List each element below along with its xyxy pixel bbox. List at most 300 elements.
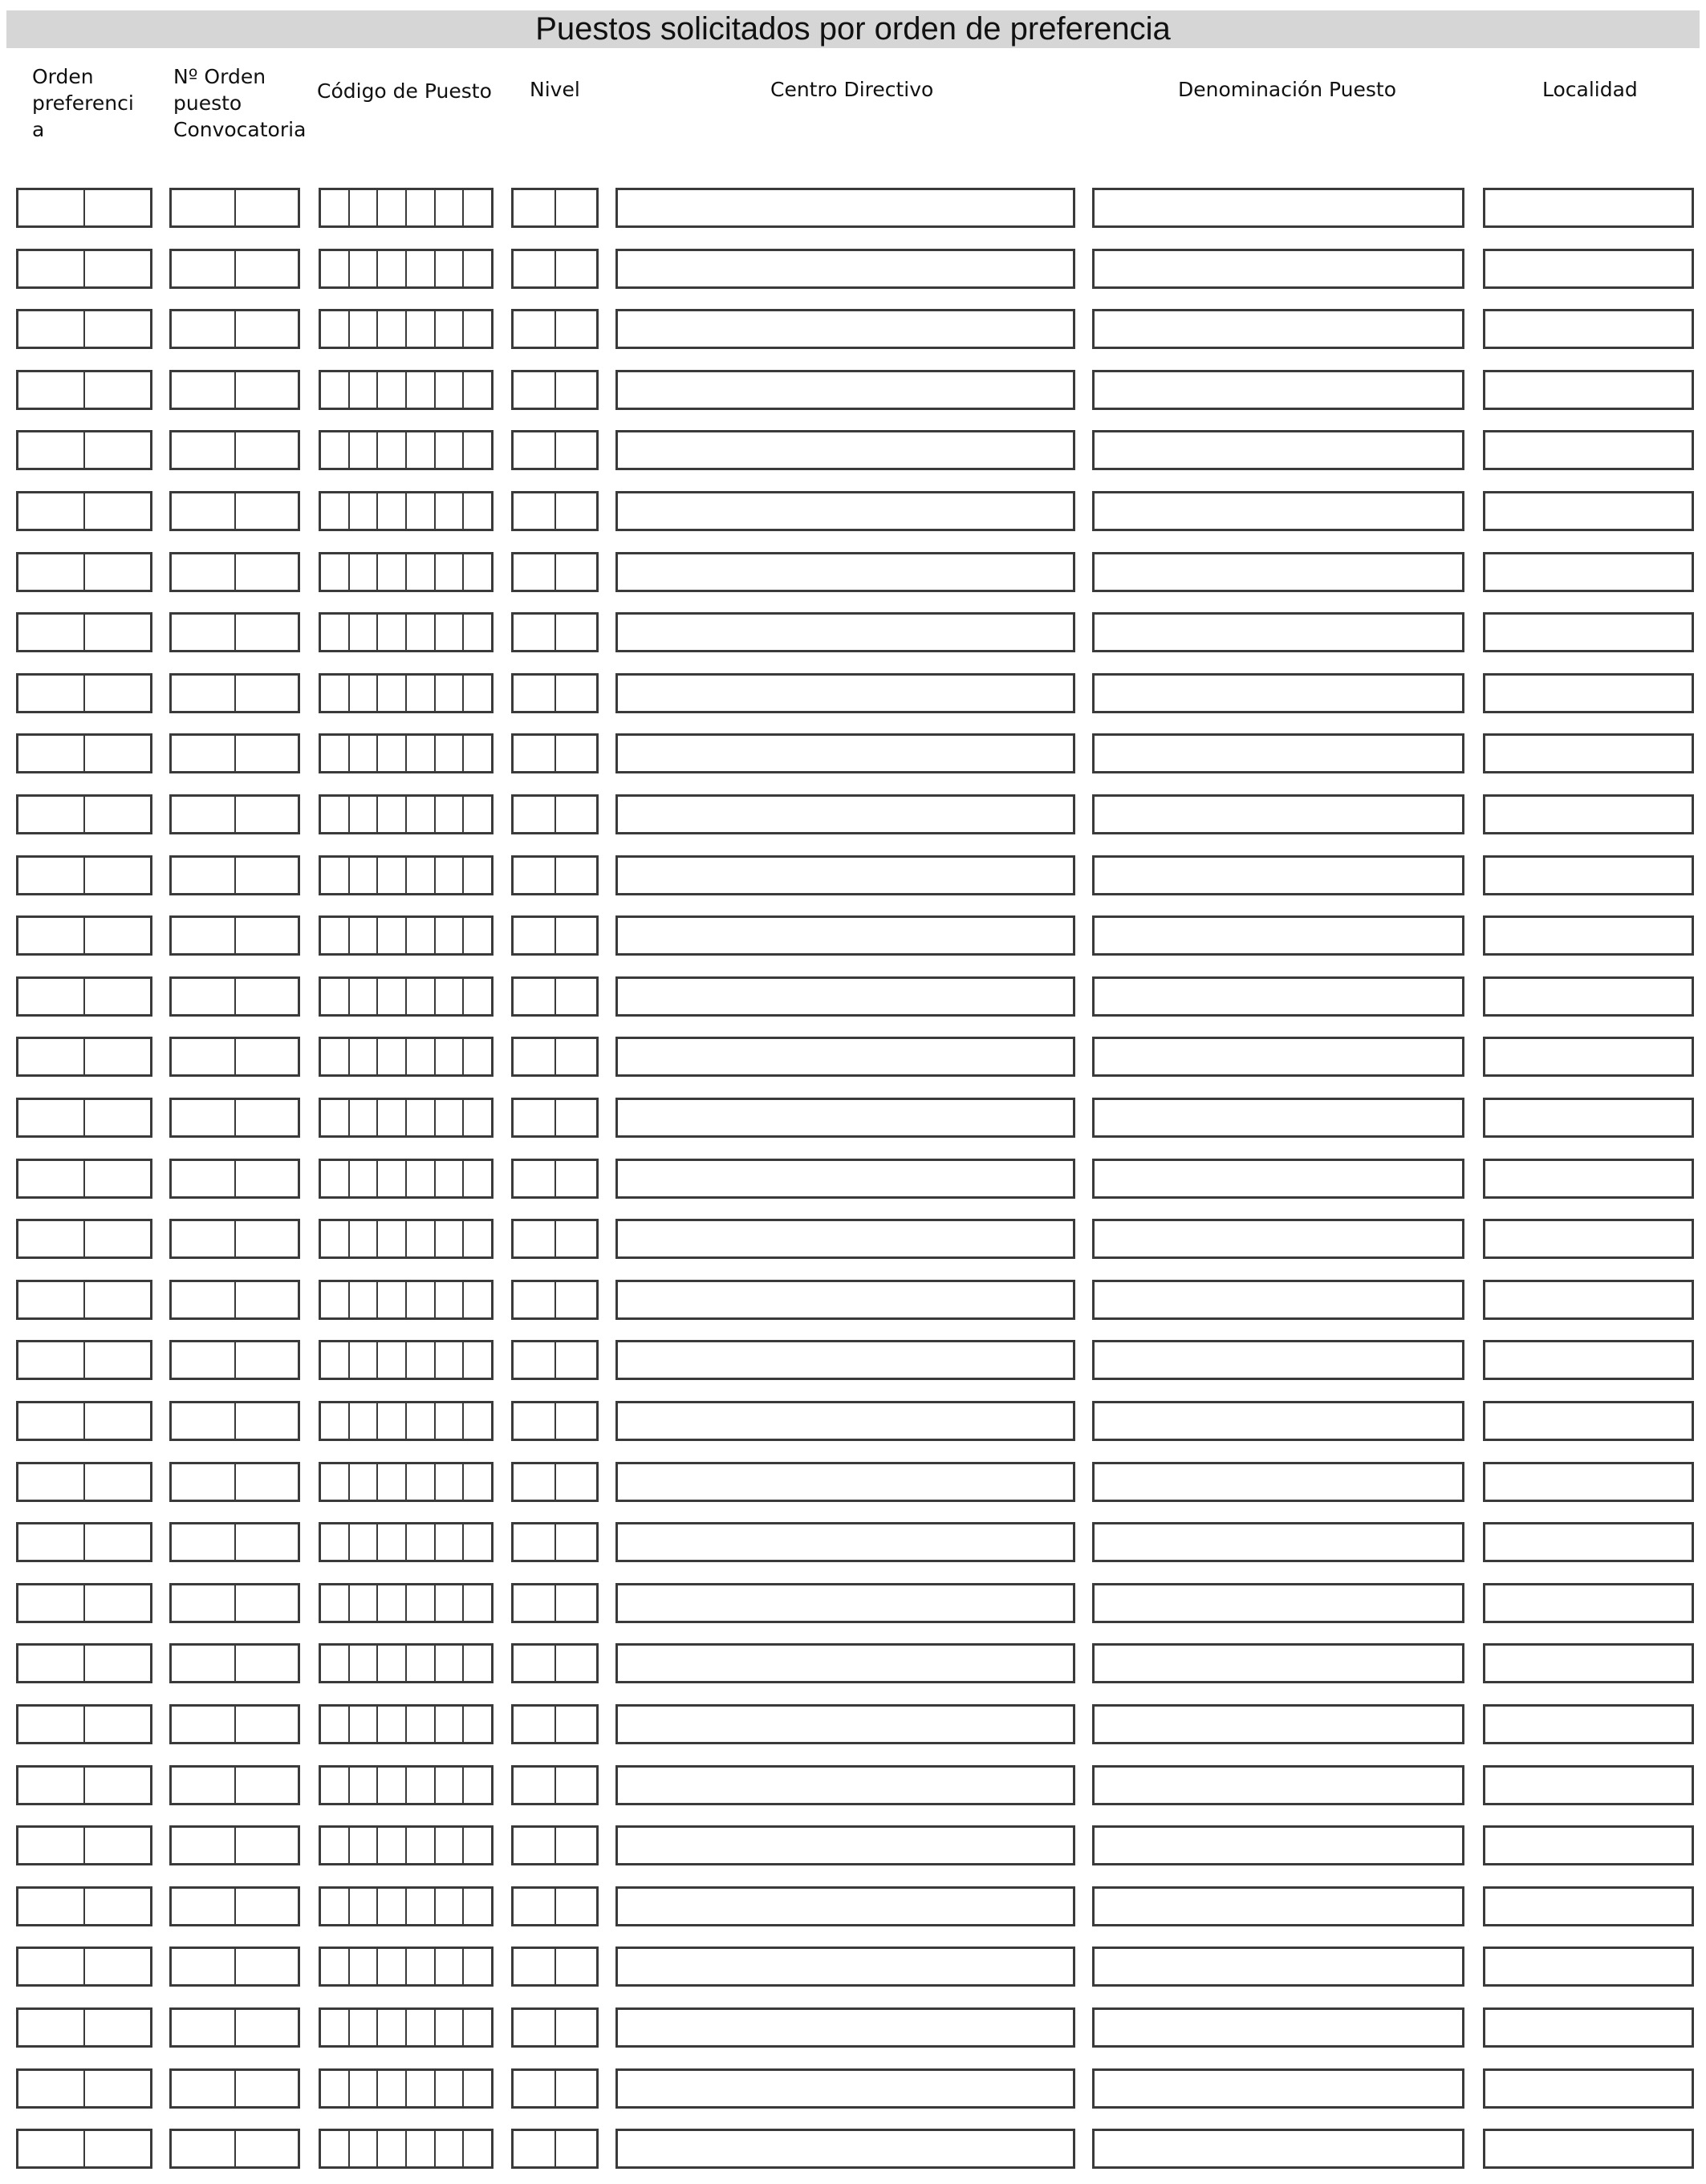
input-cell[interactable] bbox=[1485, 1039, 1692, 1074]
input-cell[interactable] bbox=[554, 1949, 597, 1984]
input-cell[interactable] bbox=[18, 1646, 83, 1681]
input-cell[interactable] bbox=[1095, 858, 1462, 893]
input-cell[interactable] bbox=[18, 311, 83, 347]
input-cell[interactable] bbox=[514, 1039, 554, 1074]
n-orden-puesto-field[interactable] bbox=[169, 612, 300, 652]
input-cell[interactable] bbox=[348, 676, 377, 711]
input-cell[interactable] bbox=[348, 1828, 377, 1863]
n-orden-puesto-field[interactable] bbox=[169, 309, 300, 349]
centro-directivo-field[interactable] bbox=[615, 1219, 1075, 1259]
input-cell[interactable] bbox=[618, 1039, 1073, 1074]
localidad-field[interactable] bbox=[1483, 1825, 1694, 1865]
input-cell[interactable] bbox=[1485, 493, 1692, 529]
denominacion-puesto-field[interactable] bbox=[1092, 1643, 1464, 1683]
input-cell[interactable] bbox=[376, 676, 405, 711]
input-cell[interactable] bbox=[618, 493, 1073, 529]
input-cell[interactable] bbox=[618, 1585, 1073, 1621]
localidad-field[interactable] bbox=[1483, 733, 1694, 773]
centro-directivo-field[interactable] bbox=[615, 430, 1075, 470]
input-cell[interactable] bbox=[462, 372, 491, 408]
input-cell[interactable] bbox=[1485, 554, 1692, 590]
input-cell[interactable] bbox=[1095, 1039, 1462, 1074]
input-cell[interactable] bbox=[83, 1524, 150, 1560]
input-cell[interactable] bbox=[234, 372, 299, 408]
input-cell[interactable] bbox=[234, 1221, 299, 1256]
input-cell[interactable] bbox=[405, 493, 434, 529]
input-cell[interactable] bbox=[234, 1403, 299, 1439]
denominacion-puesto-field[interactable] bbox=[1092, 1825, 1464, 1865]
input-cell[interactable] bbox=[1485, 1585, 1692, 1621]
centro-directivo-field[interactable] bbox=[615, 1947, 1075, 1987]
centro-directivo-field[interactable] bbox=[615, 673, 1075, 713]
nivel-field[interactable] bbox=[511, 855, 599, 895]
input-cell[interactable] bbox=[321, 2131, 348, 2166]
centro-directivo-field[interactable] bbox=[615, 2068, 1075, 2109]
input-cell[interactable] bbox=[172, 1768, 234, 1803]
input-cell[interactable] bbox=[1095, 190, 1462, 225]
input-cell[interactable] bbox=[618, 190, 1073, 225]
input-cell[interactable] bbox=[434, 1524, 463, 1560]
nivel-field[interactable] bbox=[511, 1643, 599, 1683]
input-cell[interactable] bbox=[1485, 1464, 1692, 1500]
input-cell[interactable] bbox=[321, 1464, 348, 1500]
input-cell[interactable] bbox=[348, 1768, 377, 1803]
input-cell[interactable] bbox=[234, 432, 299, 468]
centro-directivo-field[interactable] bbox=[615, 1280, 1075, 1320]
localidad-field[interactable] bbox=[1483, 1401, 1694, 1441]
input-cell[interactable] bbox=[514, 1949, 554, 1984]
input-cell[interactable] bbox=[514, 1282, 554, 1317]
input-cell[interactable] bbox=[83, 493, 150, 529]
denominacion-puesto-field[interactable] bbox=[1092, 2129, 1464, 2169]
nivel-field[interactable] bbox=[511, 1583, 599, 1623]
input-cell[interactable] bbox=[554, 1585, 597, 1621]
input-cell[interactable] bbox=[514, 979, 554, 1014]
input-cell[interactable] bbox=[434, 1342, 463, 1378]
input-cell[interactable] bbox=[514, 1889, 554, 1924]
orden-preferencia-field[interactable] bbox=[16, 430, 152, 470]
input-cell[interactable] bbox=[1095, 1464, 1462, 1500]
input-cell[interactable] bbox=[18, 1464, 83, 1500]
nivel-field[interactable] bbox=[511, 794, 599, 834]
n-orden-puesto-field[interactable] bbox=[169, 1765, 300, 1805]
input-cell[interactable] bbox=[234, 554, 299, 590]
input-cell[interactable] bbox=[376, 858, 405, 893]
n-orden-puesto-field[interactable] bbox=[169, 855, 300, 895]
n-orden-puesto-field[interactable] bbox=[169, 915, 300, 956]
centro-directivo-field[interactable] bbox=[615, 733, 1075, 773]
input-cell[interactable] bbox=[514, 432, 554, 468]
input-cell[interactable] bbox=[172, 858, 234, 893]
input-cell[interactable] bbox=[348, 1707, 377, 1742]
input-cell[interactable] bbox=[554, 2010, 597, 2045]
input-cell[interactable] bbox=[172, 251, 234, 286]
input-cell[interactable] bbox=[1095, 797, 1462, 832]
input-cell[interactable] bbox=[618, 1282, 1073, 1317]
input-cell[interactable] bbox=[618, 676, 1073, 711]
input-cell[interactable] bbox=[234, 1949, 299, 1984]
input-cell[interactable] bbox=[172, 1282, 234, 1317]
orden-preferencia-field[interactable] bbox=[16, 1280, 152, 1320]
input-cell[interactable] bbox=[462, 1768, 491, 1803]
input-cell[interactable] bbox=[348, 2131, 377, 2166]
input-cell[interactable] bbox=[321, 1646, 348, 1681]
input-cell[interactable] bbox=[1095, 1707, 1462, 1742]
denominacion-puesto-field[interactable] bbox=[1092, 249, 1464, 289]
nivel-field[interactable] bbox=[511, 1886, 599, 1926]
input-cell[interactable] bbox=[462, 1403, 491, 1439]
input-cell[interactable] bbox=[1485, 1949, 1692, 1984]
input-cell[interactable] bbox=[348, 736, 377, 771]
centro-directivo-field[interactable] bbox=[615, 1098, 1075, 1138]
input-cell[interactable] bbox=[514, 918, 554, 953]
input-cell[interactable] bbox=[462, 979, 491, 1014]
n-orden-puesto-field[interactable] bbox=[169, 1643, 300, 1683]
input-cell[interactable] bbox=[172, 1889, 234, 1924]
localidad-field[interactable] bbox=[1483, 673, 1694, 713]
input-cell[interactable] bbox=[554, 797, 597, 832]
input-cell[interactable] bbox=[514, 554, 554, 590]
input-cell[interactable] bbox=[405, 676, 434, 711]
denominacion-puesto-field[interactable] bbox=[1092, 1098, 1464, 1138]
input-cell[interactable] bbox=[348, 1221, 377, 1256]
localidad-field[interactable] bbox=[1483, 1280, 1694, 1320]
input-cell[interactable] bbox=[405, 979, 434, 1014]
centro-directivo-field[interactable] bbox=[615, 1643, 1075, 1683]
input-cell[interactable] bbox=[462, 2131, 491, 2166]
input-cell[interactable] bbox=[1095, 918, 1462, 953]
codigo-puesto-field[interactable] bbox=[319, 1704, 494, 1744]
nivel-field[interactable] bbox=[511, 1947, 599, 1987]
nivel-field[interactable] bbox=[511, 2007, 599, 2048]
input-cell[interactable] bbox=[83, 1161, 150, 1196]
input-cell[interactable] bbox=[514, 615, 554, 650]
input-cell[interactable] bbox=[321, 1828, 348, 1863]
input-cell[interactable] bbox=[18, 736, 83, 771]
input-cell[interactable] bbox=[1095, 1646, 1462, 1681]
input-cell[interactable] bbox=[462, 1707, 491, 1742]
input-cell[interactable] bbox=[234, 493, 299, 529]
codigo-puesto-field[interactable] bbox=[319, 430, 494, 470]
input-cell[interactable] bbox=[1485, 676, 1692, 711]
input-cell[interactable] bbox=[514, 311, 554, 347]
input-cell[interactable] bbox=[376, 251, 405, 286]
orden-preferencia-field[interactable] bbox=[16, 370, 152, 410]
input-cell[interactable] bbox=[462, 858, 491, 893]
input-cell[interactable] bbox=[172, 1707, 234, 1742]
input-cell[interactable] bbox=[554, 1221, 597, 1256]
input-cell[interactable] bbox=[376, 1768, 405, 1803]
input-cell[interactable] bbox=[405, 1524, 434, 1560]
centro-directivo-field[interactable] bbox=[615, 1825, 1075, 1865]
orden-preferencia-field[interactable] bbox=[16, 1522, 152, 1562]
input-cell[interactable] bbox=[618, 1828, 1073, 1863]
input-cell[interactable] bbox=[83, 251, 150, 286]
input-cell[interactable] bbox=[462, 1889, 491, 1924]
input-cell[interactable] bbox=[434, 1646, 463, 1681]
input-cell[interactable] bbox=[1485, 736, 1692, 771]
orden-preferencia-field[interactable] bbox=[16, 1825, 152, 1865]
orden-preferencia-field[interactable] bbox=[16, 612, 152, 652]
input-cell[interactable] bbox=[434, 797, 463, 832]
codigo-puesto-field[interactable] bbox=[319, 552, 494, 592]
input-cell[interactable] bbox=[1485, 432, 1692, 468]
input-cell[interactable] bbox=[348, 190, 377, 225]
input-cell[interactable] bbox=[234, 2131, 299, 2166]
codigo-puesto-field[interactable] bbox=[319, 673, 494, 713]
input-cell[interactable] bbox=[434, 493, 463, 529]
input-cell[interactable] bbox=[1485, 1342, 1692, 1378]
input-cell[interactable] bbox=[462, 1342, 491, 1378]
input-cell[interactable] bbox=[462, 1100, 491, 1135]
input-cell[interactable] bbox=[376, 918, 405, 953]
input-cell[interactable] bbox=[618, 554, 1073, 590]
input-cell[interactable] bbox=[1485, 1768, 1692, 1803]
input-cell[interactable] bbox=[554, 2071, 597, 2106]
input-cell[interactable] bbox=[405, 1161, 434, 1196]
input-cell[interactable] bbox=[18, 1889, 83, 1924]
input-cell[interactable] bbox=[405, 797, 434, 832]
input-cell[interactable] bbox=[1095, 1282, 1462, 1317]
input-cell[interactable] bbox=[234, 1100, 299, 1135]
input-cell[interactable] bbox=[1095, 1221, 1462, 1256]
input-cell[interactable] bbox=[172, 1100, 234, 1135]
denominacion-puesto-field[interactable] bbox=[1092, 1583, 1464, 1623]
input-cell[interactable] bbox=[554, 251, 597, 286]
input-cell[interactable] bbox=[83, 858, 150, 893]
nivel-field[interactable] bbox=[511, 1098, 599, 1138]
input-cell[interactable] bbox=[83, 311, 150, 347]
input-cell[interactable] bbox=[434, 2010, 463, 2045]
input-cell[interactable] bbox=[405, 372, 434, 408]
input-cell[interactable] bbox=[1485, 797, 1692, 832]
input-cell[interactable] bbox=[18, 797, 83, 832]
centro-directivo-field[interactable] bbox=[615, 1583, 1075, 1623]
input-cell[interactable] bbox=[514, 1768, 554, 1803]
input-cell[interactable] bbox=[321, 1707, 348, 1742]
input-cell[interactable] bbox=[514, 372, 554, 408]
localidad-field[interactable] bbox=[1483, 2007, 1694, 2048]
input-cell[interactable] bbox=[462, 918, 491, 953]
input-cell[interactable] bbox=[172, 736, 234, 771]
centro-directivo-field[interactable] bbox=[615, 370, 1075, 410]
input-cell[interactable] bbox=[348, 1100, 377, 1135]
input-cell[interactable] bbox=[1485, 918, 1692, 953]
input-cell[interactable] bbox=[462, 190, 491, 225]
input-cell[interactable] bbox=[83, 432, 150, 468]
input-cell[interactable] bbox=[618, 1707, 1073, 1742]
input-cell[interactable] bbox=[462, 1221, 491, 1256]
denominacion-puesto-field[interactable] bbox=[1092, 1704, 1464, 1744]
input-cell[interactable] bbox=[83, 1282, 150, 1317]
nivel-field[interactable] bbox=[511, 1219, 599, 1259]
denominacion-puesto-field[interactable] bbox=[1092, 309, 1464, 349]
nivel-field[interactable] bbox=[511, 976, 599, 1017]
input-cell[interactable] bbox=[18, 2131, 83, 2166]
input-cell[interactable] bbox=[348, 554, 377, 590]
input-cell[interactable] bbox=[434, 311, 463, 347]
input-cell[interactable] bbox=[554, 918, 597, 953]
nivel-field[interactable] bbox=[511, 1462, 599, 1502]
input-cell[interactable] bbox=[376, 311, 405, 347]
input-cell[interactable] bbox=[1095, 1889, 1462, 1924]
centro-directivo-field[interactable] bbox=[615, 309, 1075, 349]
denominacion-puesto-field[interactable] bbox=[1092, 430, 1464, 470]
input-cell[interactable] bbox=[348, 615, 377, 650]
orden-preferencia-field[interactable] bbox=[16, 188, 152, 228]
nivel-field[interactable] bbox=[511, 309, 599, 349]
orden-preferencia-field[interactable] bbox=[16, 1886, 152, 1926]
input-cell[interactable] bbox=[18, 432, 83, 468]
input-cell[interactable] bbox=[83, 1949, 150, 1984]
localidad-field[interactable] bbox=[1483, 430, 1694, 470]
input-cell[interactable] bbox=[1095, 615, 1462, 650]
orden-preferencia-field[interactable] bbox=[16, 1583, 152, 1623]
input-cell[interactable] bbox=[434, 1221, 463, 1256]
input-cell[interactable] bbox=[234, 858, 299, 893]
input-cell[interactable] bbox=[18, 1221, 83, 1256]
localidad-field[interactable] bbox=[1483, 1340, 1694, 1380]
input-cell[interactable] bbox=[514, 493, 554, 529]
input-cell[interactable] bbox=[234, 1646, 299, 1681]
orden-preferencia-field[interactable] bbox=[16, 1462, 152, 1502]
input-cell[interactable] bbox=[462, 2010, 491, 2045]
input-cell[interactable] bbox=[348, 372, 377, 408]
denominacion-puesto-field[interactable] bbox=[1092, 1280, 1464, 1320]
codigo-puesto-field[interactable] bbox=[319, 2068, 494, 2109]
denominacion-puesto-field[interactable] bbox=[1092, 1522, 1464, 1562]
codigo-puesto-field[interactable] bbox=[319, 1462, 494, 1502]
input-cell[interactable] bbox=[514, 858, 554, 893]
input-cell[interactable] bbox=[618, 1464, 1073, 1500]
input-cell[interactable] bbox=[376, 1949, 405, 1984]
input-cell[interactable] bbox=[18, 1828, 83, 1863]
input-cell[interactable] bbox=[18, 979, 83, 1014]
input-cell[interactable] bbox=[434, 251, 463, 286]
input-cell[interactable] bbox=[172, 797, 234, 832]
input-cell[interactable] bbox=[83, 1768, 150, 1803]
input-cell[interactable] bbox=[514, 2010, 554, 2045]
n-orden-puesto-field[interactable] bbox=[169, 1704, 300, 1744]
input-cell[interactable] bbox=[1095, 1768, 1462, 1803]
input-cell[interactable] bbox=[321, 493, 348, 529]
localidad-field[interactable] bbox=[1483, 1765, 1694, 1805]
input-cell[interactable] bbox=[462, 615, 491, 650]
input-cell[interactable] bbox=[321, 1524, 348, 1560]
centro-directivo-field[interactable] bbox=[615, 855, 1075, 895]
n-orden-puesto-field[interactable] bbox=[169, 1037, 300, 1077]
n-orden-puesto-field[interactable] bbox=[169, 1159, 300, 1199]
input-cell[interactable] bbox=[172, 2071, 234, 2106]
denominacion-puesto-field[interactable] bbox=[1092, 552, 1464, 592]
input-cell[interactable] bbox=[172, 615, 234, 650]
localidad-field[interactable] bbox=[1483, 1159, 1694, 1199]
orden-preferencia-field[interactable] bbox=[16, 1704, 152, 1744]
input-cell[interactable] bbox=[321, 1161, 348, 1196]
localidad-field[interactable] bbox=[1483, 1704, 1694, 1744]
input-cell[interactable] bbox=[1095, 2131, 1462, 2166]
input-cell[interactable] bbox=[1095, 1585, 1462, 1621]
denominacion-puesto-field[interactable] bbox=[1092, 794, 1464, 834]
nivel-field[interactable] bbox=[511, 370, 599, 410]
input-cell[interactable] bbox=[405, 251, 434, 286]
localidad-field[interactable] bbox=[1483, 1643, 1694, 1683]
input-cell[interactable] bbox=[321, 1403, 348, 1439]
nivel-field[interactable] bbox=[511, 552, 599, 592]
n-orden-puesto-field[interactable] bbox=[169, 249, 300, 289]
input-cell[interactable] bbox=[1485, 1282, 1692, 1317]
codigo-puesto-field[interactable] bbox=[319, 1037, 494, 1077]
input-cell[interactable] bbox=[1485, 251, 1692, 286]
input-cell[interactable] bbox=[18, 190, 83, 225]
localidad-field[interactable] bbox=[1483, 612, 1694, 652]
denominacion-puesto-field[interactable] bbox=[1092, 733, 1464, 773]
input-cell[interactable] bbox=[618, 1100, 1073, 1135]
nivel-field[interactable] bbox=[511, 673, 599, 713]
input-cell[interactable] bbox=[462, 493, 491, 529]
input-cell[interactable] bbox=[405, 1221, 434, 1256]
input-cell[interactable] bbox=[18, 858, 83, 893]
input-cell[interactable] bbox=[18, 2071, 83, 2106]
denominacion-puesto-field[interactable] bbox=[1092, 1765, 1464, 1805]
orden-preferencia-field[interactable] bbox=[16, 1159, 152, 1199]
input-cell[interactable] bbox=[18, 1949, 83, 1984]
denominacion-puesto-field[interactable] bbox=[1092, 976, 1464, 1017]
input-cell[interactable] bbox=[376, 1889, 405, 1924]
input-cell[interactable] bbox=[1485, 311, 1692, 347]
input-cell[interactable] bbox=[514, 1161, 554, 1196]
input-cell[interactable] bbox=[618, 372, 1073, 408]
input-cell[interactable] bbox=[376, 1403, 405, 1439]
input-cell[interactable] bbox=[83, 1039, 150, 1074]
input-cell[interactable] bbox=[234, 1889, 299, 1924]
codigo-puesto-field[interactable] bbox=[319, 1886, 494, 1926]
input-cell[interactable] bbox=[434, 372, 463, 408]
input-cell[interactable] bbox=[172, 311, 234, 347]
input-cell[interactable] bbox=[376, 1100, 405, 1135]
input-cell[interactable] bbox=[348, 858, 377, 893]
codigo-puesto-field[interactable] bbox=[319, 1340, 494, 1380]
input-cell[interactable] bbox=[172, 676, 234, 711]
input-cell[interactable] bbox=[618, 615, 1073, 650]
input-cell[interactable] bbox=[321, 736, 348, 771]
input-cell[interactable] bbox=[514, 1342, 554, 1378]
input-cell[interactable] bbox=[321, 190, 348, 225]
input-cell[interactable] bbox=[618, 432, 1073, 468]
input-cell[interactable] bbox=[321, 1039, 348, 1074]
input-cell[interactable] bbox=[618, 2071, 1073, 2106]
input-cell[interactable] bbox=[321, 615, 348, 650]
input-cell[interactable] bbox=[321, 311, 348, 347]
input-cell[interactable] bbox=[434, 615, 463, 650]
input-cell[interactable] bbox=[434, 554, 463, 590]
input-cell[interactable] bbox=[234, 190, 299, 225]
input-cell[interactable] bbox=[554, 979, 597, 1014]
nivel-field[interactable] bbox=[511, 1401, 599, 1441]
input-cell[interactable] bbox=[434, 2131, 463, 2166]
input-cell[interactable] bbox=[18, 2010, 83, 2045]
denominacion-puesto-field[interactable] bbox=[1092, 370, 1464, 410]
centro-directivo-field[interactable] bbox=[615, 249, 1075, 289]
input-cell[interactable] bbox=[618, 736, 1073, 771]
localidad-field[interactable] bbox=[1483, 1886, 1694, 1926]
codigo-puesto-field[interactable] bbox=[319, 188, 494, 228]
input-cell[interactable] bbox=[172, 2010, 234, 2045]
n-orden-puesto-field[interactable] bbox=[169, 430, 300, 470]
input-cell[interactable] bbox=[18, 1403, 83, 1439]
input-cell[interactable] bbox=[1485, 858, 1692, 893]
centro-directivo-field[interactable] bbox=[615, 1765, 1075, 1805]
